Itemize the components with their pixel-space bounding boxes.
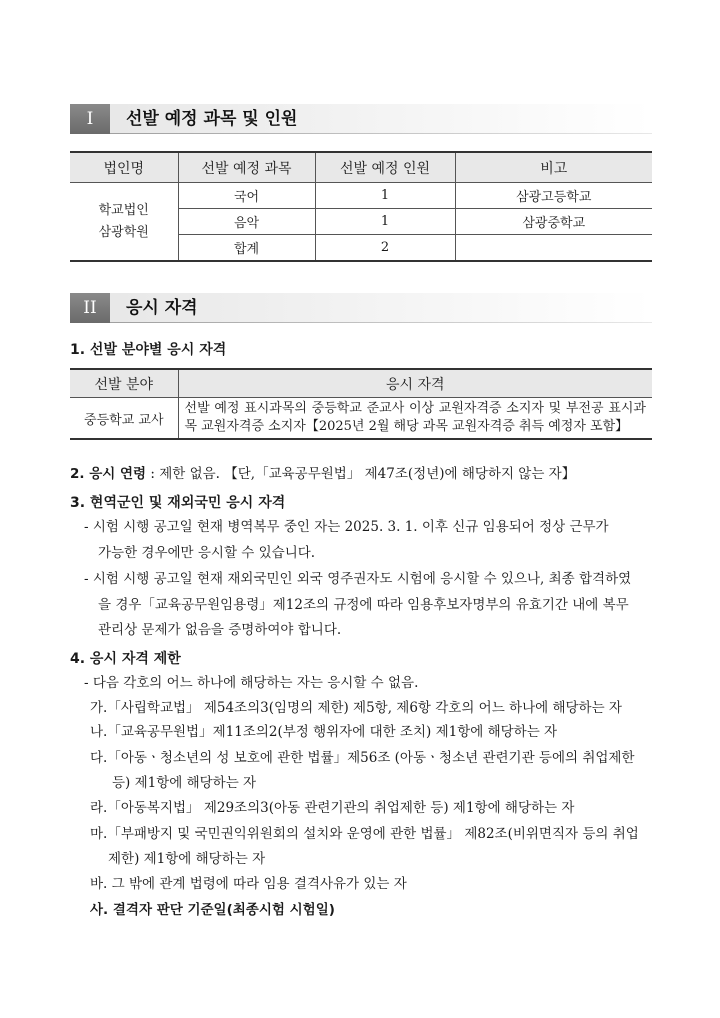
age-text: : 제한 없음. 【단,「교육공무원법」 제47조(정년)에 해당하지 않는 자】	[150, 466, 576, 482]
table-header-row	[70, 152, 652, 183]
note-cell	[455, 235, 652, 262]
qualification-table	[70, 368, 652, 440]
field-cell: 중등학교 교사	[84, 412, 164, 428]
subject-cell: 음악	[178, 209, 315, 235]
list-item-continuation: 제한) 제1항에 해당하는 자	[108, 851, 266, 867]
subject-cell: 합계	[178, 235, 315, 262]
table-row	[70, 183, 652, 209]
list-item: 마.「부패방지 및 국민권익위원회의 설치와 운영에 관한 법률」 제82조(비위면직자 등의 취업	[90, 826, 639, 842]
list-item: 가.「사립학교법」 제54조의3(임명의 제한) 제5항, 제6항 각호의 어느 하나에 해당하는 자	[90, 700, 622, 716]
section-1-header	[70, 104, 652, 134]
list-item: 사. 결격자 판단 기준일(최종시험 시험일)	[90, 902, 335, 918]
body-line: 관리상 문제가 없음을 증명하여야 합니다.	[98, 622, 342, 638]
subject-cell: 국어	[178, 183, 315, 209]
list-item: 바. 그 밖에 관계 법령에 따라 임용 결격사유가 있는 자	[90, 876, 407, 892]
note-cell: 삼광중학교	[455, 209, 652, 235]
section-title: 응시 자격	[126, 298, 198, 318]
section-number-badge: II	[70, 293, 110, 323]
column-header: 법인명	[70, 152, 178, 183]
table-header-row	[70, 369, 652, 398]
body-line: - 다음 각호의 어느 하나에 해당하는 자는 응시할 수 없음.	[84, 675, 419, 691]
subsection-title: 4. 응시 자격 제한	[70, 651, 181, 667]
subsection-title: 3. 현역군인 및 재외국민 응시 자격	[70, 495, 286, 511]
list-item-continuation: 등) 제1항에 해당하는 자	[112, 775, 257, 791]
qualification-cell: 선발 예정 표시과목의 중등학교 준교사 이상 교원자격증 소지자 및 부전공 표시과목 교원자격증 소지자【2025년 2월 해당 과목 교원자격증 취득 예정자 포함】	[178, 398, 652, 440]
table-row	[70, 398, 652, 440]
column-header: 선발 분야	[70, 369, 178, 398]
subsection-title: 1. 선발 분야별 응시 자격	[70, 342, 227, 358]
corp-name-line: 학교법인	[98, 202, 149, 218]
column-header: 선발 예정 인원	[315, 152, 455, 183]
subjects-table	[70, 151, 652, 262]
body-line: 을 경우「교육공무원임용령」제12조의 규정에 따라 임용후보자명부의 유효기간 내에 복무	[98, 597, 629, 613]
body-line: 가능한 경우에만 응시할 수 있습니다.	[98, 545, 316, 561]
count-cell: 2	[315, 235, 455, 262]
age-label: 2. 응시 연령	[70, 466, 147, 482]
count-cell: 1	[315, 209, 455, 235]
column-header: 응시 자격	[178, 369, 652, 398]
body-line: - 시험 시행 공고일 현재 재외국민인 외국 영주권자도 시험에 응시할 수 있으나, 최종 합격하였	[84, 571, 632, 587]
list-item: 나.「교육공무원법」제11조의2(부정 행위자에 대한 조치) 제1항에 해당하는 자	[90, 724, 558, 740]
column-header: 선발 예정 과목	[178, 152, 315, 183]
list-item: 라.「아동복지법」 제29조의3(아동 관련기관의 취업제한 등) 제1항에 해당하는 자	[90, 800, 575, 816]
corp-name-line: 삼광학원	[98, 224, 149, 240]
body-line: - 시험 시행 공고일 현재 병역복무 중인 자는 2025. 3. 1. 이후 신규 임용되어 정상 근무가	[84, 519, 609, 535]
list-item: 다.「아동ㆍ청소년의 성 보호에 관한 법률」제56조 (아동ㆍ청소년 관련기관 등에의 취업제한	[90, 750, 635, 766]
age-line	[70, 465, 575, 483]
count-cell: 1	[315, 183, 455, 209]
section-title: 선발 예정 과목 및 인원	[126, 109, 298, 129]
note-cell: 삼광고등학교	[455, 183, 652, 209]
corp-name-cell	[70, 183, 178, 262]
column-header: 비고	[455, 152, 652, 183]
section-number-badge: I	[70, 104, 110, 134]
section-2-header	[70, 293, 652, 323]
